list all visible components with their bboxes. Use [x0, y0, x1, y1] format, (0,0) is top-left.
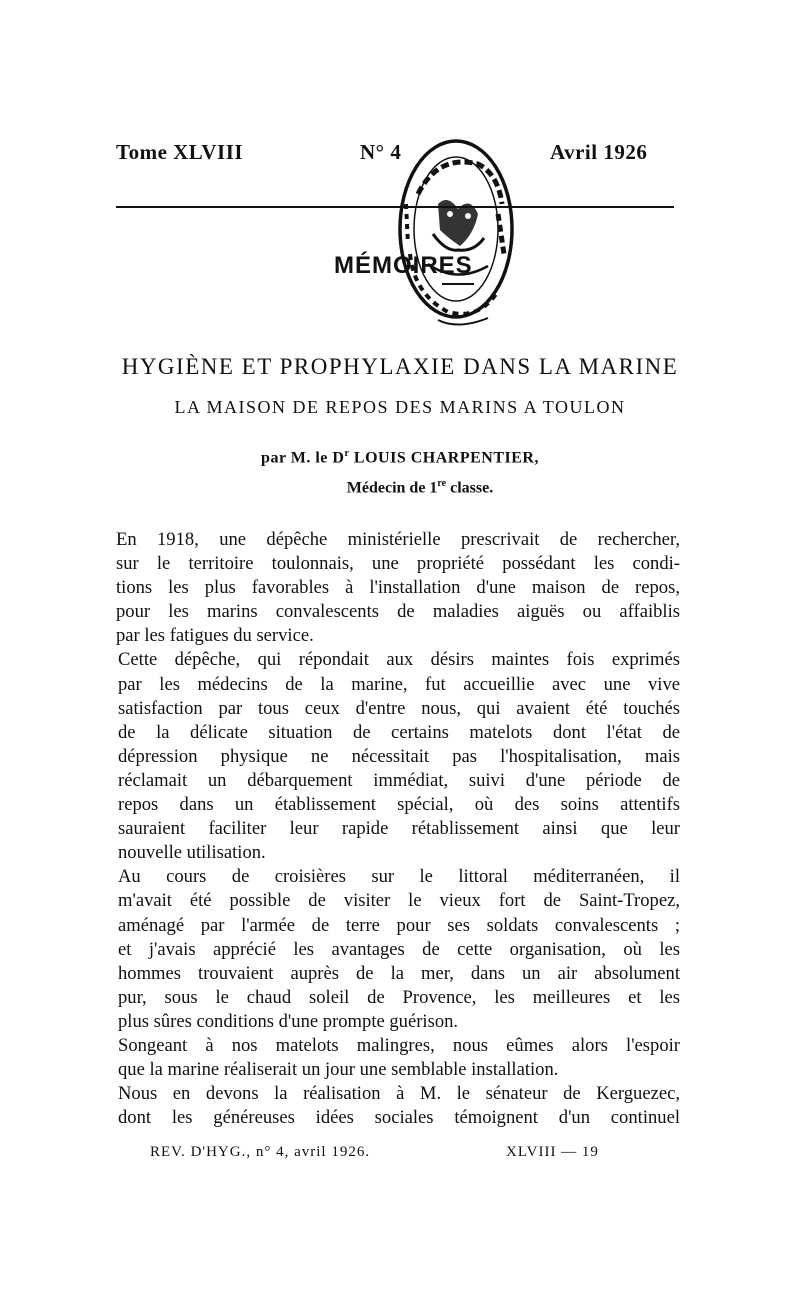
text-line: de la délicate situation de certains matelots dont l'état de	[118, 721, 680, 743]
byline-prefix: par M. le D	[261, 449, 345, 467]
volume-label: Tome XLVIII	[116, 140, 244, 164]
paragraph	[116, 865, 680, 1034]
article-title: HYGIÈNE ET PROPHYLAXIE DANS LA MARINE	[121, 354, 679, 379]
article-body	[116, 528, 680, 1130]
text-line: tions les plus favorables à l'installation d'une maison de repos,	[116, 577, 680, 599]
text-line: repos dans un établissement spécial, où des soins attentifs	[118, 794, 680, 816]
rank-prefix: Médecin de 1	[346, 479, 438, 497]
page-number: XLVIII — 19	[506, 1144, 599, 1160]
paragraph	[116, 1034, 680, 1082]
article-subtitle: LA MAISON DE REPOS DES MARINS A TOULON	[174, 397, 626, 417]
text-line: par les médecins de la marine, fut accueillie avec une vive	[118, 673, 680, 695]
text-line: réclamait un débarquement immédiat, suivi d'une période de	[118, 769, 680, 791]
text-line: aménagé par l'armée de terre pour ses soldats convalescents ;	[118, 914, 680, 936]
author-byline	[0, 448, 800, 467]
rank-superscript: re	[437, 478, 447, 489]
paragraph	[116, 1082, 680, 1130]
author-name: LOUIS CHARPENTIER,	[349, 449, 539, 467]
byline-superscript: r	[344, 448, 350, 459]
text-line: et j'avais apprécié les avantages de cette organisation, où les	[118, 938, 680, 960]
library-stamp-icon	[378, 134, 528, 334]
text-line: hommes trouvaient auprès de la mer, dans un air absolument	[118, 962, 680, 984]
text-line: dont les généreuses idées sociales témoignent d'un continuel	[118, 1107, 680, 1129]
journal-citation: REV. D'HYG., n° 4, avril 1926.	[150, 1144, 371, 1160]
text-line: Au cours de croisières sur le littoral méditerranéen, il	[118, 866, 680, 888]
text-line: m'avait été possible de visiter le vieux fort de Saint-Tropez,	[118, 890, 680, 912]
text-line: pur, sous le chaud soleil de Provence, les meilleures et les	[118, 986, 680, 1008]
text-line: pour les marins convalescents de maladies aiguës ou affaiblis	[116, 601, 680, 623]
text-line: nouvelle utilisation.	[118, 842, 266, 864]
text-line: satisfaction par tous ceux d'entre nous, qui avaient été touchés	[118, 697, 680, 719]
text-line: que la marine réaliserait un jour une semblable installation.	[118, 1059, 559, 1081]
text-line: En 1918, une dépêche ministérielle prescrivait de rechercher,	[116, 529, 680, 550]
text-line: par les fatigues du service.	[116, 625, 314, 647]
paragraph	[116, 528, 680, 648]
text-line: plus sûres conditions d'une prompte guérison.	[118, 1010, 459, 1032]
text-line: Nous en devons la réalisation à M. le sénateur de Kerguezec,	[118, 1083, 680, 1105]
text-line: Cette dépêche, qui répondait aux désirs maintes fois exprimés	[118, 649, 680, 671]
author-rank	[0, 478, 800, 497]
paragraph	[116, 648, 680, 865]
text-line: sauraient faciliter leur rapide rétablissement ainsi que leur	[118, 818, 680, 840]
text-line: Songeant à nos matelots malingres, nous eûmes alors l'espoir	[118, 1034, 680, 1056]
section-heading: MÉMOIRES	[334, 252, 473, 279]
issue-number: N° 4	[360, 140, 402, 164]
text-line: sur le territoire toulonnais, une propriété possédant les condi-	[116, 553, 680, 575]
rank-suffix: classe.	[446, 479, 494, 497]
text-line: dépression physique ne nécessitait pas l'hospitalisation, mais	[118, 745, 680, 767]
issue-date: Avril 1926	[550, 140, 648, 164]
